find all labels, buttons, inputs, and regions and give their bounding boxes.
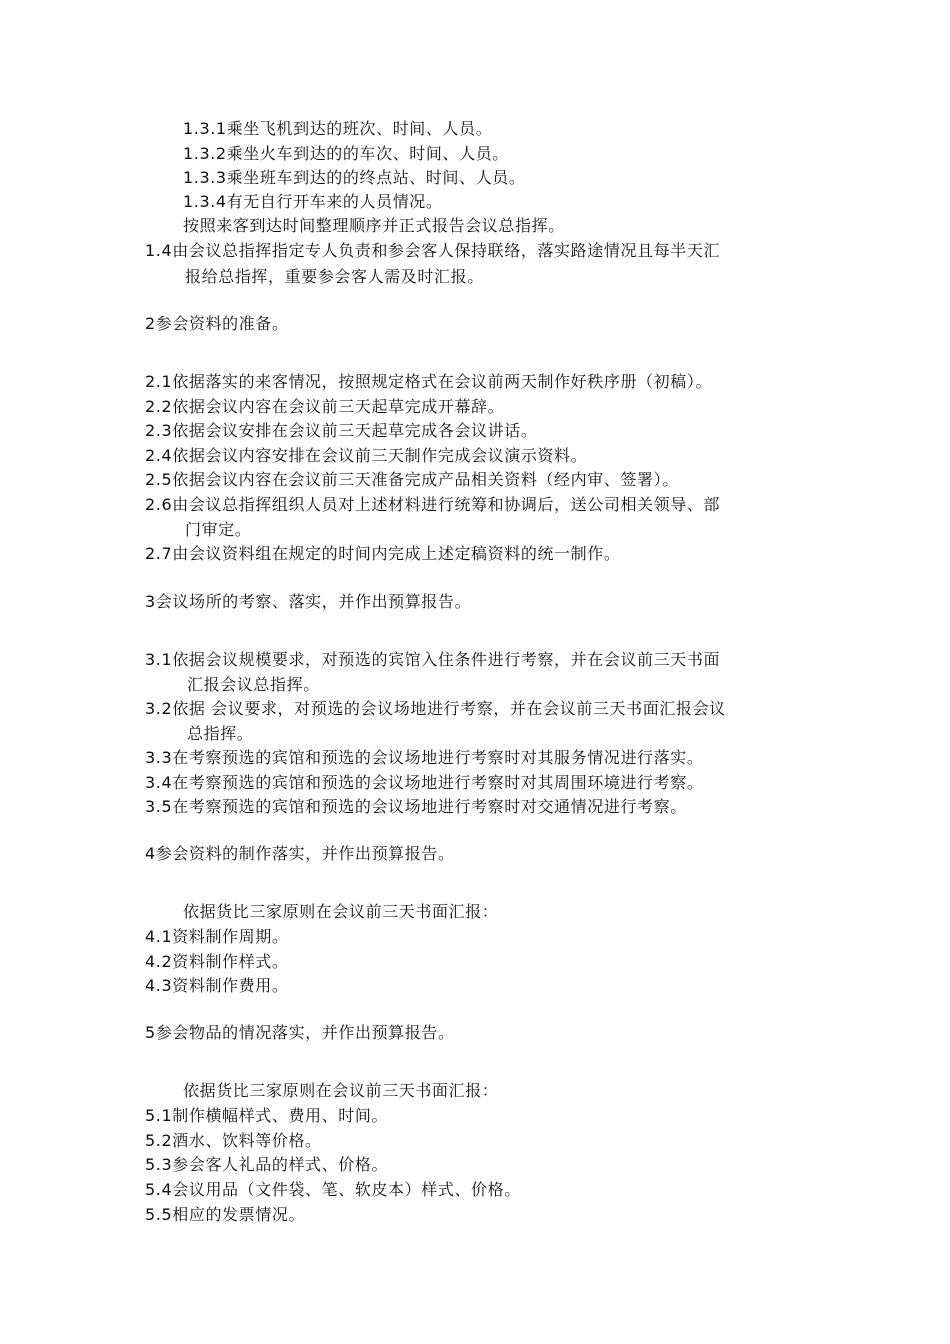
text-line: 2.1依据落实的来客情况，按照规定格式在会议前两天制作好秩序册（初稿）。	[145, 372, 713, 391]
section-heading: 2参会资料的准备。	[145, 314, 289, 333]
section-heading: 3会议场所的考察、落实，并作出预算报告。	[145, 592, 472, 611]
text-line: 1.3.3乘坐班车到达的的终点站、时间、人员。	[183, 168, 526, 187]
text-line: 3.3在考察预选的宾馆和预选的会议场地进行考察时对其服务情况进行落实。	[145, 748, 704, 767]
text-line: 4.1资料制作周期。	[145, 927, 289, 946]
text-line: 1.3.2乘坐火车到达的的车次、时间、人员。	[183, 144, 509, 163]
text-line: 5.5相应的发票情况。	[145, 1205, 306, 1224]
text-line: 2.5依据会议内容在会议前三天准备完成产品相关资料（经内审、签署）。	[145, 470, 679, 489]
text-line: 5.2酒水、饮料等价格。	[145, 1131, 322, 1150]
text-line: 1.4由会议总指挥指定专人负责和参会客人保持联络，落实路途情况且每半天汇	[145, 241, 721, 260]
text-line: 总指挥。	[187, 724, 254, 743]
text-line: 2.3依据会议安排在会议前三天起草完成各会议讲话。	[145, 421, 538, 440]
text-line: 依据货比三家原则在会议前三天书面汇报：	[183, 902, 499, 921]
text-line: 按照来客到达时间整理顺序并正式报告会议总指挥。	[183, 216, 565, 235]
text-line: 5.3参会客人礼品的样式、价格。	[145, 1155, 389, 1174]
text-line: 4.3资料制作费用。	[145, 976, 289, 995]
text-line: 2.7由会议资料组在规定的时间内完成上述定稿资料的统一制作。	[145, 544, 621, 563]
text-line: 依据货比三家原则在会议前三天书面汇报：	[183, 1081, 499, 1100]
text-line: 报给总指挥，重要参会客人需及时汇报。	[185, 267, 484, 286]
section-heading: 4参会资料的制作落实，并作出预算报告。	[145, 844, 455, 863]
text-line: 1.3.1乘坐飞机到达的班次、时间、人员。	[183, 119, 493, 138]
text-line: 2.6由会议总指挥组织人员对上述材料进行统筹和协调后，送公司相关领导、部	[145, 495, 721, 514]
text-line: 2.4依据会议内容安排在会议前三天制作完成会议演示资料。	[145, 446, 588, 465]
text-line: 5.4会议用品（文件袋、笔、软皮本）样式、价格。	[145, 1180, 521, 1199]
text-line: 3.5在考察预选的宾馆和预选的会议场地进行考察时对交通情况进行考察。	[145, 797, 687, 816]
text-line: 3.1依据会议规模要求，对预选的宾馆入住条件进行考察，并在会议前三天书面	[145, 650, 721, 669]
text-line: 汇报会议总指挥。	[187, 675, 320, 694]
text-line: 4.2资料制作样式。	[145, 952, 289, 971]
text-line: 5.1制作横幅样式、费用、时间。	[145, 1106, 389, 1125]
text-line: 3.4在考察预选的宾馆和预选的会议场地进行考察时对其周围环境进行考察。	[145, 773, 704, 792]
section-heading: 5参会物品的情况落实，并作出预算报告。	[145, 1023, 455, 1042]
text-line: 3.2依据 会议要求，对预选的会议场地进行考察，并在会议前三天书面汇报会议	[145, 699, 726, 718]
text-line: 2.2依据会议内容在会议前三天起草完成开幕辞。	[145, 397, 505, 416]
text-line: 门审定。	[185, 520, 252, 539]
text-line: 1.3.4有无自行开车来的人员情况。	[183, 192, 443, 211]
